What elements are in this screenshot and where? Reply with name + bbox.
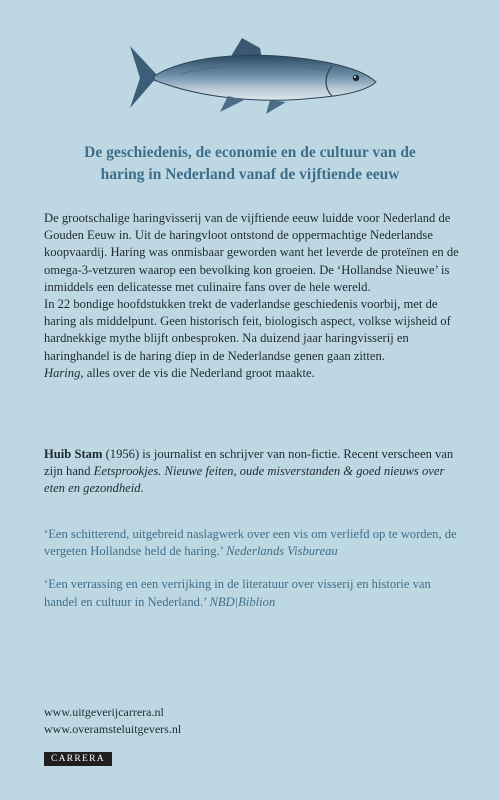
fish-icon	[110, 36, 380, 122]
author-bio	[44, 446, 460, 498]
quote-text: ‘Een schitterend, uitgebreid naslagwerk over een vis om verliefd op te worden, de vergeten Hollandse held de haring.’	[44, 527, 457, 559]
author-previous-book: Eetsprookjes. Nieuwe feiten, oude misverstanden & goed nieuws over eten en gezondheid	[44, 464, 445, 496]
review-quote-2	[44, 576, 460, 610]
quote-source: Nederlands Visbureau	[226, 544, 338, 559]
publisher-logo: CARRERA	[44, 752, 112, 766]
description-paragraph-3	[44, 365, 460, 382]
author-name: Huib Stam	[44, 447, 103, 461]
book-title: Haring	[44, 365, 81, 380]
description	[44, 210, 460, 382]
publisher-url-carrera[interactable]: www.uitgeverijcarrera.nl	[44, 705, 164, 719]
description-paragraph-1: De grootschalige haringvisserij van de vijftiende eeuw luidde voor Nederland de Gouden Eeuw in. Uit de haringvloot ontstond de oppermachtige Nederlandse koopvaardij. Haring was onmisbaar geworden want het leverde de proteïnen en de omega-3-vetzuren waarop een bevolking kon groeien. De ‘Hollandse Nieuwe’ is inmiddels een delicatesse met culinaire fans over de hele wereld.	[44, 211, 459, 294]
author-bio-text: (1956) is journalist en schrijver van non-fictie. Recent verscheen van zijn hand	[44, 447, 454, 479]
quote-source: NBD|Biblion	[209, 594, 276, 609]
review-quotes	[44, 526, 460, 627]
publisher-links	[44, 704, 344, 737]
review-quote-1	[44, 526, 460, 560]
description-paragraph-2: In 22 bondige hoofdstukken trekt de vaderlandse geschiedenis voorbij, met de haring als middelpunt. Geen historisch feit, biologisch aspect, volkse wijsheid of hardnekkige mythe blijft onbesproken. Na duizend jaar haringvisserij en haringhandel is de haring diep in de Nederlandse genen gaan zitten.	[44, 297, 451, 363]
author-bio-end: .	[140, 481, 144, 496]
herring-illustration	[110, 36, 380, 122]
headline-line-1: De geschiedenis, de economie en de cultuur van de	[84, 144, 416, 161]
quote-text: ‘Een verrassing en een verrijking in de literatuur over visserij en historie van handel en cultuur in Nederland.’	[44, 577, 431, 609]
description-tagline: , alles over de vis die Nederland groot maakte.	[80, 365, 315, 380]
headline-line-2: haring in Nederland vanaf de vijftiende eeuw	[100, 166, 400, 183]
headline	[40, 142, 460, 186]
publisher-url-overamstel[interactable]: www.overamsteluitgevers.nl	[44, 721, 182, 736]
